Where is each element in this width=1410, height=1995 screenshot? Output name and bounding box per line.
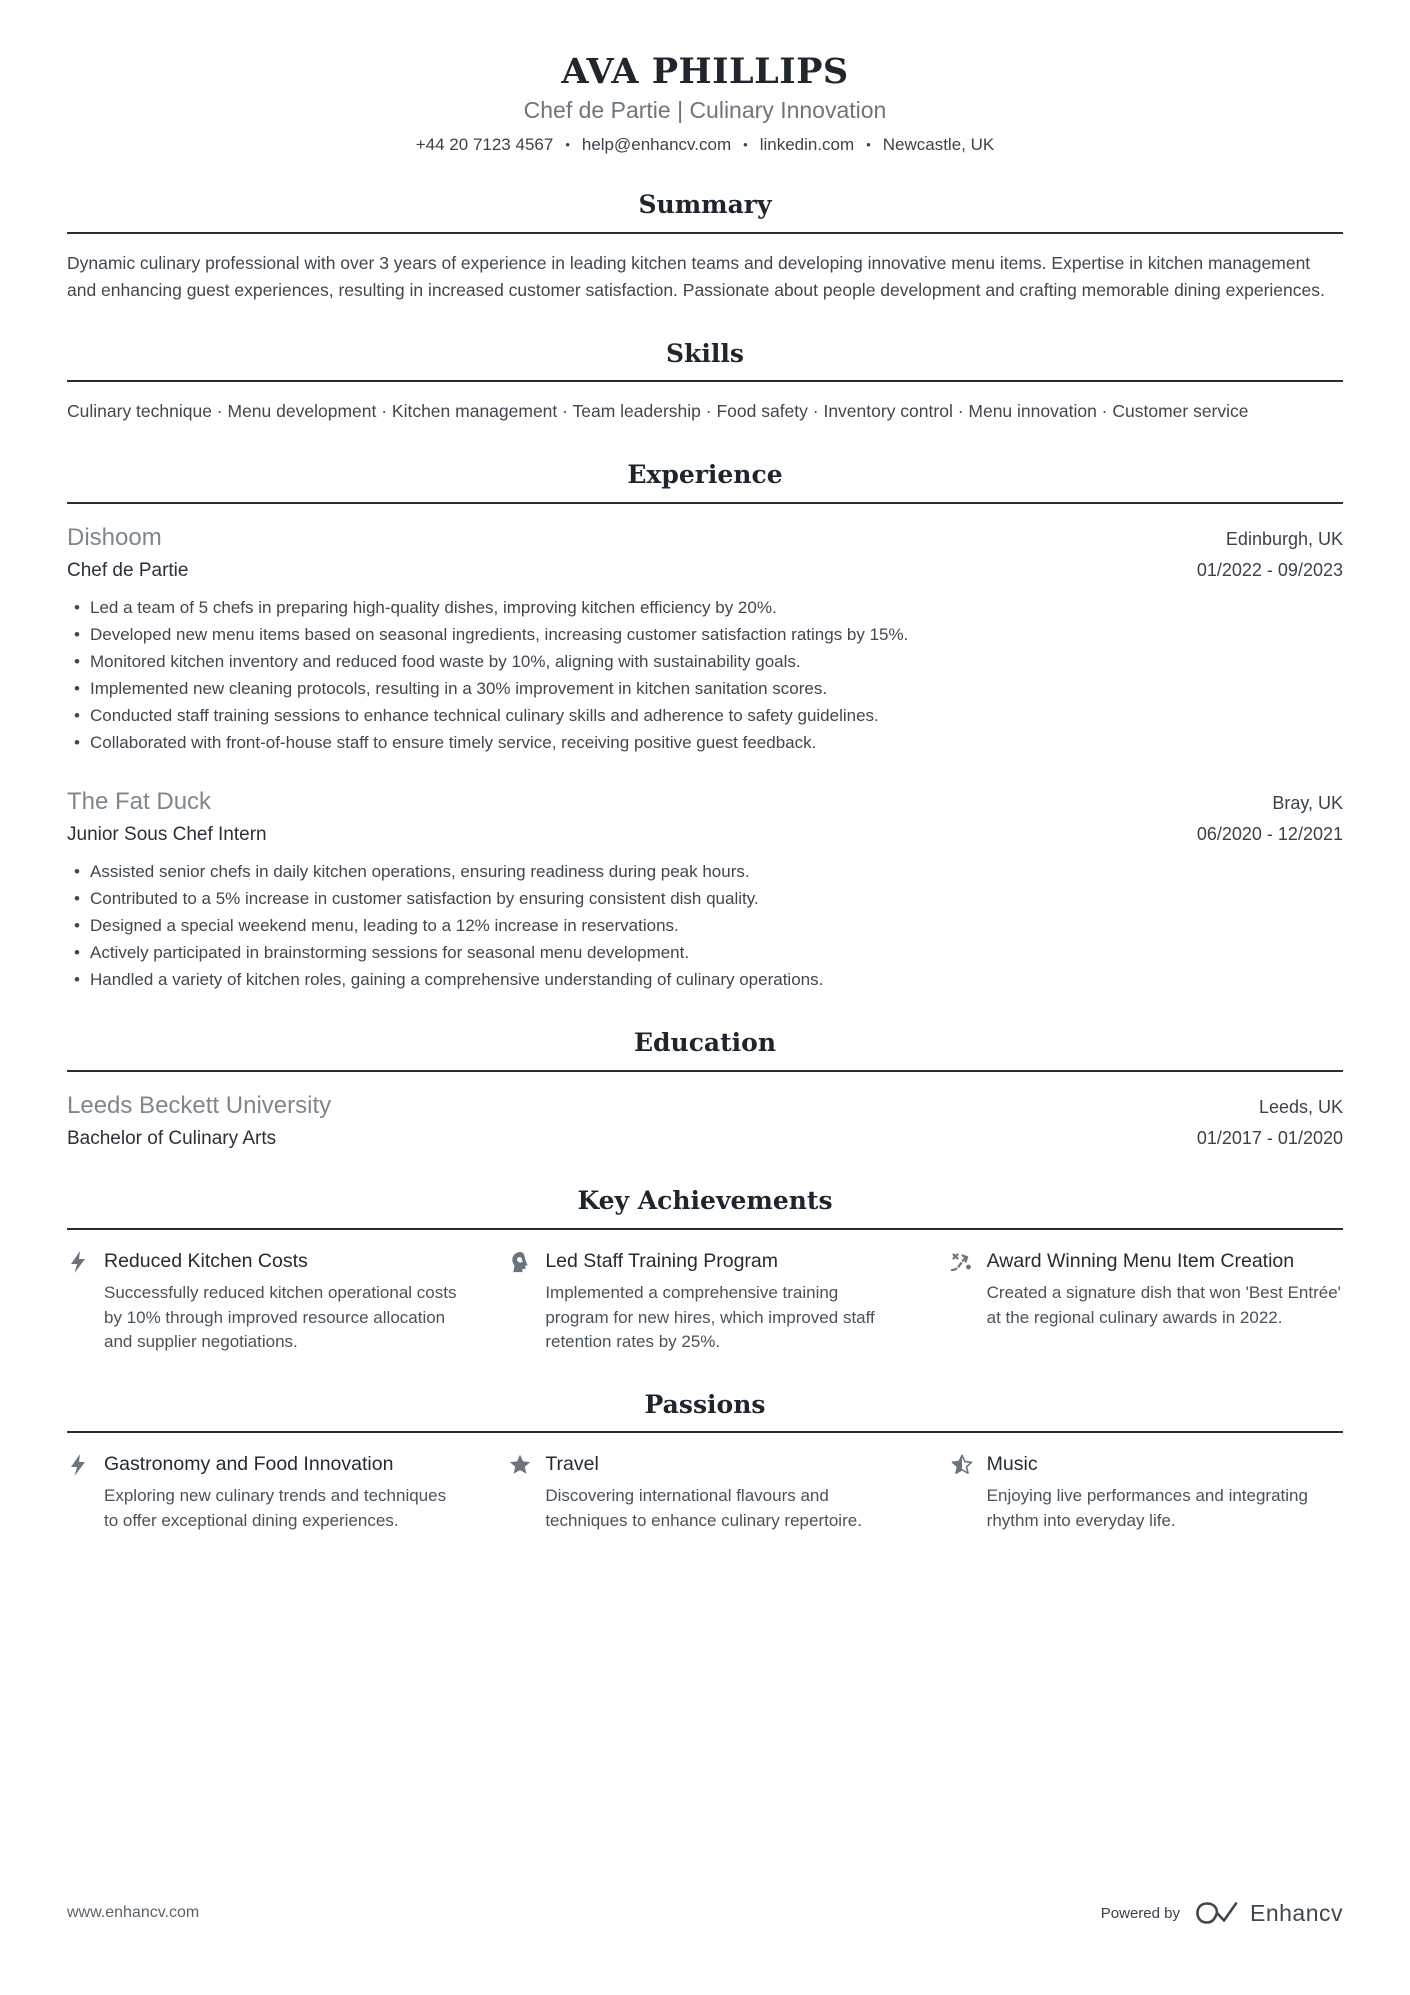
strategy-arrow-icon <box>950 1250 974 1274</box>
job-bullet: • Designed a special weekend menu, leading to a 12% increase in reservations. <box>90 912 1343 939</box>
achievement-item <box>508 1248 901 1355</box>
achievement-title: Led Staff Training Program <box>545 1250 779 1273</box>
enhancv-logo-icon <box>1194 1899 1240 1927</box>
company-name: The Fat Duck <box>67 787 212 815</box>
brand-name: Enhancv <box>1249 1899 1343 1926</box>
half-star-icon <box>950 1453 974 1477</box>
passion-title: Travel <box>545 1453 599 1476</box>
job-bullet: • Collaborated with front-of-house staff to ensure timely service, receiving positive guest feedback. <box>90 729 1343 756</box>
achievements-heading: Key Achievements <box>67 1187 1343 1230</box>
passion-title: Music <box>986 1453 1038 1476</box>
achievement-title: Award Winning Menu Item Creation <box>986 1250 1295 1273</box>
passion-title: Gastronomy and Food Innovation <box>104 1453 394 1476</box>
education-entry <box>67 1090 1343 1152</box>
candidate-title: Chef de Partie | Culinary Innovation <box>523 97 887 124</box>
passion-text: Exploring new culinary trends and techniques to offer exceptional dining experiences. <box>104 1486 447 1530</box>
achievement-title: Reduced Kitchen Costs <box>104 1250 308 1273</box>
job-location: Bray, UK <box>1272 792 1343 813</box>
job-bullet: • Actively participated in brainstorming sessions for seasonal menu development. <box>90 939 1343 966</box>
experience-section <box>67 461 1343 993</box>
job-bullet: • Monitored kitchen inventory and reduced food waste by 10%, aligning with sustainability goals. <box>90 648 1343 675</box>
achievements-section <box>67 1187 1343 1354</box>
job-dates: 06/2020 - 12/2021 <box>1196 824 1343 845</box>
dot-separator: • <box>866 137 871 153</box>
summary-heading: Summary <box>67 191 1343 234</box>
achievement-item <box>950 1248 1343 1355</box>
company-name: Dishoom <box>67 524 162 552</box>
job-bullet: • Assisted senior chefs in daily kitchen operations, ensuring readiness during peak hours. <box>90 858 1343 885</box>
contact-linkedin[interactable]: linkedin.com <box>759 134 855 154</box>
job-bullet: • Conducted staff training sessions to enhance technical culinary skills and adherence to safety guidelines. <box>90 702 1343 729</box>
passion-item <box>950 1451 1343 1533</box>
job-location: Edinburgh, UK <box>1225 529 1343 550</box>
enhancv-logo[interactable] <box>1194 1899 1343 1927</box>
experience-heading: Experience <box>67 461 1343 504</box>
page-footer <box>67 1899 1343 1927</box>
powered-by <box>1101 1899 1343 1927</box>
summary-section <box>67 191 1343 304</box>
head-mind-icon <box>508 1250 532 1274</box>
achievement-text: Created a signature dish that won 'Best Entrée' at the regional culinary awards in 2022. <box>986 1283 1341 1327</box>
experience-entry <box>67 522 1343 756</box>
passion-item <box>67 1451 460 1533</box>
dot-separator: • <box>565 137 570 153</box>
achievement-text: Successfully reduced kitchen operational costs by 10% through improved resource allocation and supplier negotiations. <box>104 1283 457 1352</box>
job-bullet: • Led a team of 5 chefs in preparing high-quality dishes, improving kitchen efficiency by 20%. <box>90 594 1343 621</box>
achievement-item <box>67 1248 460 1355</box>
contact-location: Newcastle, UK <box>882 134 995 154</box>
job-title: Junior Sous Chef Intern <box>67 824 267 846</box>
job-title: Chef de Partie <box>67 560 189 582</box>
star-icon <box>508 1453 532 1477</box>
lightning-bolt-icon <box>67 1250 91 1274</box>
footer-website: www.enhancv.com <box>67 1904 200 1921</box>
job-bullet-list <box>67 594 1343 756</box>
candidate-name: AVA PHILLIPS <box>561 51 849 92</box>
contact-email[interactable]: help@enhancv.com <box>581 134 732 154</box>
skills-section <box>67 340 1343 426</box>
contact-phone[interactable]: +44 20 7123 4567 <box>415 134 554 154</box>
job-bullet: • Contributed to a 5% increase in customer satisfaction by ensuring consistent dish quality. <box>90 885 1343 912</box>
job-bullet-list <box>67 858 1343 993</box>
passions-section <box>67 1391 1343 1534</box>
skills-heading: Skills <box>67 340 1343 383</box>
passion-item <box>508 1451 901 1533</box>
job-bullet: • Developed new menu items based on seasonal ingredients, increasing customer satisfaction ratings by 15%. <box>90 621 1343 648</box>
summary-text: Dynamic culinary professional with over 3 years of experience in leading kitchen teams and developing innovative menu items. Expertise in kitchen management and enhancing guest experiences, resulting in increased customer satisfaction. Passionate about people development and crafting memorable dining experiences. <box>67 252 1325 300</box>
education-dates: 01/2017 - 01/2020 <box>1196 1127 1343 1148</box>
school-location: Leeds, UK <box>1258 1096 1343 1117</box>
job-dates: 01/2022 - 09/2023 <box>1196 560 1343 581</box>
job-bullet: • Implemented new cleaning protocols, resulting in a 30% improvement in kitchen sanitation scores. <box>90 675 1343 702</box>
passion-text: Discovering international flavours and techniques to enhance culinary repertoire. <box>545 1486 862 1530</box>
contact-row <box>67 135 1343 155</box>
lightning-bolt-icon <box>67 1453 91 1477</box>
experience-entry <box>67 786 1343 993</box>
achievement-text: Implemented a comprehensive training program for new hires, which improved staff retention rates by 25%. <box>545 1283 875 1352</box>
skills-list: Culinary technique · Menu development · Kitchen management · Team leadership · Food safety · Inventory control · Menu innovation · Customer service <box>67 401 1249 422</box>
passion-text: Enjoying live performances and integrating rhythm into everyday life. <box>986 1486 1308 1530</box>
passions-heading: Passions <box>67 1391 1343 1434</box>
resume-header <box>67 52 1343 155</box>
education-heading: Education <box>67 1029 1343 1072</box>
powered-by-label: Powered by <box>1100 1904 1180 1922</box>
degree-name: Bachelor of Culinary Arts <box>67 1127 277 1149</box>
school-name: Leeds Beckett University <box>67 1091 332 1119</box>
job-bullet: • Handled a variety of kitchen roles, gaining a comprehensive understanding of culinary operations. <box>90 966 1343 993</box>
dot-separator: • <box>743 137 748 153</box>
education-section <box>67 1029 1343 1152</box>
